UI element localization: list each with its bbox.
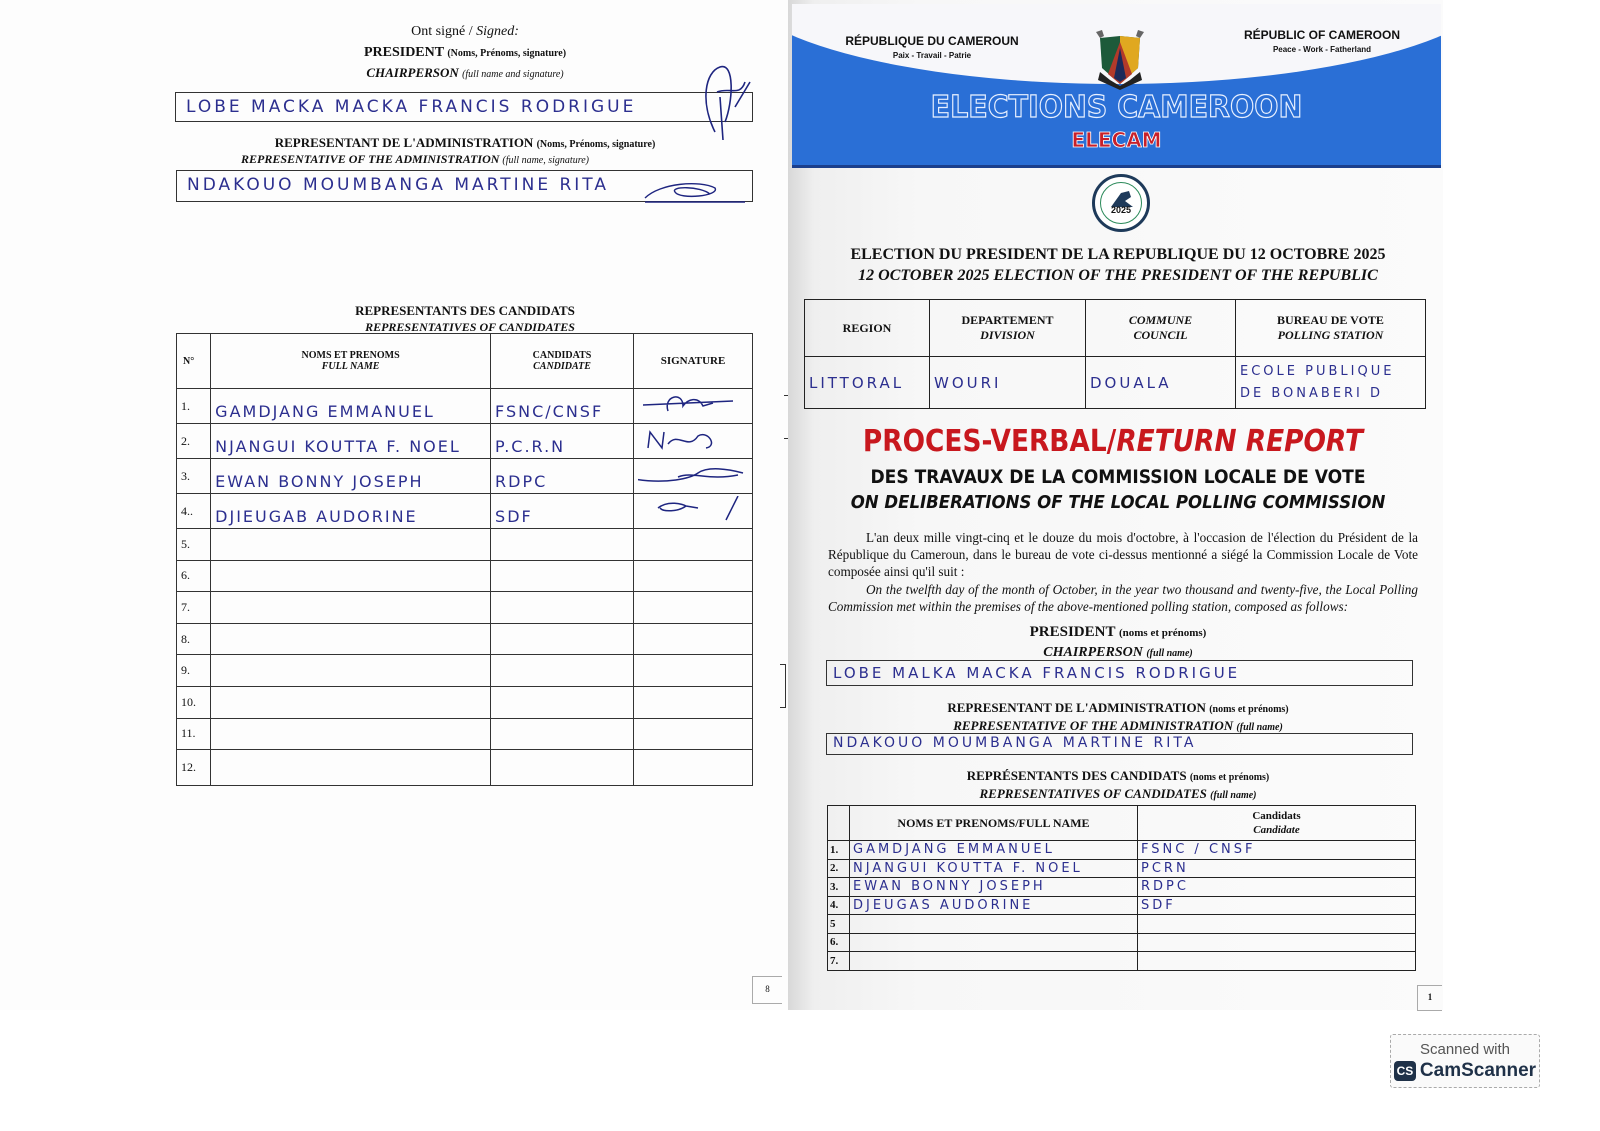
report-subtitle-fr: DES TRAVAUX DE LA COMMISSION LOCALE DE VOTE	[870, 466, 1366, 488]
admin-name: NDAKOUO MOUMBANGA MARTINE RITA	[187, 175, 609, 195]
motto-en: Peace - Work - Fatherland	[1272, 45, 1372, 54]
row-signature	[634, 592, 753, 624]
org-name: ELECTIONS CAMEROON	[930, 90, 1303, 125]
row-num: 1.	[828, 841, 850, 860]
row-signature	[634, 686, 753, 718]
row-name: DJIEUGAB AUDORINE	[211, 494, 491, 529]
watermark-brand: CamScanner	[1419, 1060, 1537, 1081]
header-cand-en: Candidate	[1253, 824, 1300, 836]
right-page	[788, 0, 1443, 1010]
row-name	[850, 915, 1138, 934]
report-title-en: RETURN REPORT	[1116, 424, 1364, 459]
president-signature-icon	[695, 62, 755, 142]
row-candidate	[491, 623, 634, 655]
row-num: 6.	[828, 933, 850, 952]
table-row	[177, 655, 753, 687]
row-num: 6.	[177, 560, 211, 592]
election-title-en: 12 OCTOBER 2025 ELECTION OF THE PRESIDENT OF THE REPUBLIC	[858, 267, 1378, 284]
signed-heading	[170, 24, 760, 40]
row-candidate: FSNC/CNSF	[491, 389, 634, 424]
reps-title-en: REPRESENTATIVES OF CANDIDATES	[365, 320, 575, 334]
row-name: DJEUGAS AUDORINE	[850, 896, 1138, 915]
table-row	[177, 560, 753, 592]
president-heading	[170, 45, 760, 61]
row-signature	[634, 623, 753, 655]
row-name: EWAN BONNY JOSEPH	[850, 878, 1138, 897]
row-candidate	[491, 560, 634, 592]
header-council-en: COUNCIL	[1133, 328, 1188, 342]
reps-title: REPRESENTANTS DES CANDIDATS	[355, 303, 575, 318]
rp-chairperson-heading	[788, 645, 1448, 661]
table-row	[828, 933, 1416, 952]
row-candidate: SDF	[491, 494, 634, 529]
signature-icon	[638, 426, 738, 452]
polling-station-value	[1236, 357, 1426, 409]
row-num: 3.	[177, 459, 211, 494]
row-name	[211, 592, 491, 624]
republic-en-label: RÉPUBLIC OF CAMEROON	[1244, 28, 1400, 42]
header-candidate	[491, 334, 634, 389]
left-page	[0, 0, 790, 1010]
rp-admin-heading-en	[788, 718, 1448, 734]
rp-admin-note-en: (full name)	[1236, 722, 1283, 733]
republic-en	[1237, 28, 1407, 54]
republic-fr	[842, 34, 1022, 60]
table-row	[177, 592, 753, 624]
admin-label: REPRESENTANT DE L'ADMINISTRATION	[274, 135, 534, 150]
watermark-top-text: Scanned with	[1419, 1041, 1511, 1058]
rp-admin-heading	[788, 700, 1448, 716]
row-num: 8.	[177, 623, 211, 655]
org-acronym: ELECAM	[1071, 128, 1162, 152]
signed-label-en: Signed:	[476, 24, 519, 39]
location-header-row	[805, 300, 1426, 357]
row-signature	[634, 718, 753, 750]
signature-icon	[638, 391, 738, 417]
header-cand-fr: Candidats	[1252, 810, 1301, 822]
candidate-reps-table	[176, 333, 753, 786]
report-subtitle-en: ON DELIBERATIONS OF THE LOCAL POLLING COMMISSION	[850, 492, 1386, 513]
admin-heading	[170, 135, 760, 151]
row-name: GAMDJANG EMMANUEL	[850, 841, 1138, 860]
table-row	[177, 494, 753, 529]
table-row	[828, 841, 1416, 860]
signed-label-fr: Ont signé /	[411, 24, 473, 39]
election-seal-icon	[1092, 174, 1150, 232]
rp-chairperson-label: CHAIRPERSON	[1043, 645, 1143, 660]
watermark-brand-row	[1391, 1060, 1539, 1082]
row-candidate	[491, 529, 634, 561]
header-signature: SIGNATURE	[634, 334, 753, 389]
table-row	[177, 718, 753, 750]
page-number-right: 1	[1417, 985, 1442, 1011]
intro-paragraph-en: On the twelfth day of the month of October, in the year two thousand and twenty-five, the Local Polling Commission met within the premises of the above-mentioned polling station, composed as follows:	[828, 582, 1418, 614]
rp-president-name-field	[826, 660, 1413, 686]
rp-reps-note: (noms et prénoms)	[1189, 772, 1270, 783]
header-name: NOMS ET PRENOMS/FULL NAME	[850, 806, 1138, 841]
signature-icon	[638, 461, 748, 487]
division-value: WOURI	[930, 357, 1086, 409]
elecam-banner	[792, 4, 1441, 168]
rp-president-label: PRESIDENT	[1029, 624, 1116, 640]
header-polling-station	[1236, 300, 1426, 357]
row-candidate: PCRN	[1138, 859, 1416, 878]
header-region	[805, 300, 930, 357]
row-candidate: RDPC	[1138, 878, 1416, 897]
rp-admin-note: (noms et prénoms)	[1209, 704, 1289, 715]
row-num: 10.	[177, 686, 211, 718]
row-signature	[634, 389, 753, 424]
rp-chairperson-note: (full name)	[1146, 648, 1193, 659]
row-num: 4.	[828, 896, 850, 915]
row-num: 12.	[177, 750, 211, 786]
rp-reps-heading-en	[788, 786, 1448, 802]
row-num: 1.	[177, 389, 211, 424]
header-division-en: DIVISION	[980, 328, 1035, 342]
table-row	[828, 859, 1416, 878]
table-header-row	[828, 806, 1416, 841]
table-row	[828, 878, 1416, 897]
row-num: 3.	[828, 878, 850, 897]
row-name	[850, 933, 1138, 952]
table-row	[177, 623, 753, 655]
row-candidate	[1138, 952, 1416, 971]
row-name	[211, 529, 491, 561]
region-value: LITTORAL	[805, 357, 930, 409]
row-candidate: RDPC	[491, 459, 634, 494]
rp-president-name: LOBE MALKA MACKA FRANCIS RODRIGUE	[833, 664, 1241, 682]
page-number-left: 8	[752, 976, 782, 1004]
header-candidate	[1138, 806, 1416, 841]
row-num: 11.	[177, 718, 211, 750]
republic-fr-label: RÉPUBLIQUE DU CAMEROUN	[845, 34, 1019, 48]
row-candidate	[491, 655, 634, 687]
chairperson-heading	[170, 65, 760, 81]
rp-candidate-reps-table	[827, 805, 1416, 971]
rp-admin-name-field	[826, 733, 1413, 755]
council-value: DOUALA	[1086, 357, 1236, 409]
table-row	[177, 750, 753, 786]
header-cand-fr: CANDIDATS	[532, 350, 592, 361]
rp-president-note: (noms et prénoms)	[1118, 627, 1207, 639]
rp-reps-note-en: (full name)	[1210, 790, 1257, 801]
row-name	[211, 655, 491, 687]
row-signature	[634, 424, 753, 459]
table-row	[177, 389, 753, 424]
row-num: 9.	[177, 655, 211, 687]
table-row	[828, 896, 1416, 915]
row-name: NJANGUI KOUTTA F. NOEL	[850, 859, 1138, 878]
rp-reps-heading	[788, 768, 1448, 784]
admin-heading-en	[120, 152, 710, 167]
rp-president-heading	[788, 624, 1448, 641]
row-num: 2.	[177, 424, 211, 459]
header-polling-fr: BUREAU DE VOTE	[1277, 313, 1384, 327]
admin-note: (Noms, Prénoms, signature)	[536, 139, 656, 150]
report-title	[827, 424, 1399, 459]
president-name-field	[175, 92, 753, 122]
row-num: 5.	[177, 529, 211, 561]
row-name	[211, 718, 491, 750]
binder-clip-mark	[780, 664, 786, 708]
row-candidate: P.C.R.N	[491, 424, 634, 459]
row-signature	[634, 529, 753, 561]
header-region-label: REGION	[842, 320, 892, 335]
chairperson-label: CHAIRPERSON	[366, 65, 459, 80]
rp-admin-label: REPRESENTANT DE L'ADMINISTRATION	[947, 700, 1206, 715]
report-title-fr: PROCES-VERBAL/	[862, 424, 1117, 459]
table-row	[177, 459, 753, 494]
coat-of-arms-icon	[1090, 28, 1150, 90]
header-cand-en: CANDIDATE	[533, 361, 591, 372]
admin-note-en: (full name, signature)	[502, 155, 589, 166]
row-name: NJANGUI KOUTTA F. NOEL	[211, 424, 491, 459]
table-header-row	[177, 334, 753, 389]
row-name	[211, 560, 491, 592]
row-num: 7.	[177, 592, 211, 624]
president-name: LOBE MACKA MACKA FRANCIS RODRIGUE	[186, 97, 637, 117]
header-name-en: FULL NAME	[321, 361, 380, 372]
row-name: GAMDJANG EMMANUEL	[211, 389, 491, 424]
table-row	[177, 686, 753, 718]
row-name	[850, 952, 1138, 971]
row-num: 4..	[177, 494, 211, 529]
row-candidate	[491, 592, 634, 624]
admin-signature-icon	[640, 178, 750, 208]
signature-icon	[638, 496, 748, 522]
intro-paragraph-fr: L'an deux mille vingt-cinq et le douze du mois d'octobre, à l'occasion de l'élection du Président de la République du Cameroun, dans le bureau de vote ci-dessus mentionné a siégé la Commission Locale de Vote composée ainsi qu'il suit :	[828, 530, 1418, 579]
table-row	[177, 529, 753, 561]
row-name	[211, 686, 491, 718]
rp-admin-label-en: REPRESENTATIVE OF THE ADMINISTRATION	[953, 718, 1234, 733]
president-note: (Noms, Prénoms, signature)	[447, 48, 567, 59]
location-value-row	[805, 357, 1426, 409]
banner-divider	[792, 165, 1441, 168]
row-name	[211, 750, 491, 786]
row-signature	[634, 494, 753, 529]
admin-label-en: REPRESENTATIVE OF THE ADMINISTRATION	[241, 152, 500, 166]
row-signature	[634, 459, 753, 494]
row-candidate: SDF	[1138, 896, 1416, 915]
rp-reps-label: REPRÉSENTANTS DES CANDIDATS	[966, 768, 1187, 783]
row-num: 7.	[828, 952, 850, 971]
camscanner-watermark	[1390, 1034, 1540, 1088]
row-num: 2.	[828, 859, 850, 878]
polling-station-line2: DE BONABERI D	[1240, 385, 1384, 401]
header-division	[930, 300, 1086, 357]
row-signature	[634, 560, 753, 592]
row-candidate	[1138, 933, 1416, 952]
header-num: N°	[177, 334, 211, 389]
seal-year: 2025	[1110, 205, 1132, 215]
row-candidate	[1138, 915, 1416, 934]
row-name	[211, 623, 491, 655]
camscanner-logo-icon: CS	[1394, 1061, 1416, 1081]
table-row	[177, 424, 753, 459]
polling-station-line1: ECOLE PUBLIQUE	[1240, 363, 1395, 379]
row-candidate	[491, 686, 634, 718]
header-name-fr: NOMS ET PRENOMS	[301, 350, 400, 361]
location-table	[804, 299, 1426, 409]
election-title-fr: ELECTION DU PRESIDENT DE LA REPUBLIQUE DU 12 OCTOBRE 2025	[850, 246, 1386, 263]
chairperson-note: (full name and signature)	[462, 69, 564, 80]
table-row	[828, 915, 1416, 934]
row-num: 5	[828, 915, 850, 934]
header-council	[1086, 300, 1236, 357]
header-num	[828, 806, 850, 841]
president-label: PRESIDENT	[363, 45, 444, 60]
row-candidate: FSNC / CNSF	[1138, 841, 1416, 860]
header-polling-en: POLLING STATION	[1277, 328, 1384, 342]
row-candidate	[491, 718, 634, 750]
row-signature	[634, 750, 753, 786]
motto-fr: Paix - Travail - Patrie	[892, 51, 972, 60]
row-candidate	[491, 750, 634, 786]
header-council-fr: COMMUNE	[1128, 313, 1193, 327]
rp-reps-label-en: REPRESENTATIVES OF CANDIDATES	[979, 786, 1207, 801]
table-row	[828, 952, 1416, 971]
header-division-fr: DEPARTEMENT	[961, 313, 1054, 327]
rp-admin-name: NDAKOUO MOUMBANGA MARTINE RITA	[833, 735, 1197, 751]
header-name	[211, 334, 491, 389]
row-name: EWAN BONNY JOSEPH	[211, 459, 491, 494]
row-signature	[634, 655, 753, 687]
